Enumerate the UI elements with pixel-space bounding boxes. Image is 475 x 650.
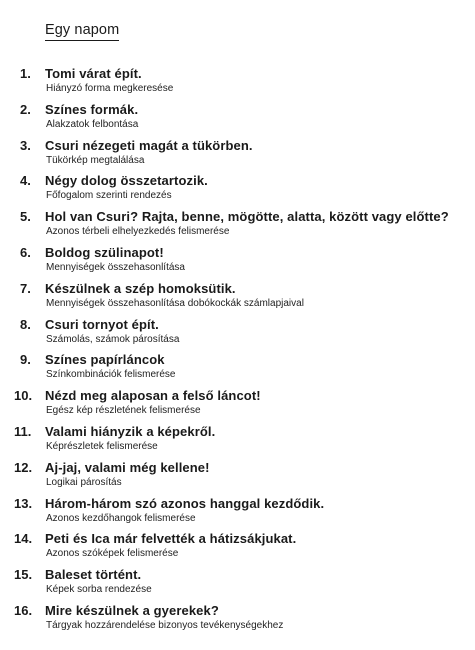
list-item: [0, 603, 475, 639]
item-number: 12.: [14, 459, 33, 475]
item-heading: Színes papírláncok: [45, 352, 165, 368]
item-number: 7.: [20, 280, 31, 296]
item-number: 8.: [20, 316, 31, 332]
item-subtitle: Logikai párosítás: [46, 476, 122, 488]
item-subtitle: Tárgyak hozzárendelése bizonyos tevékenységekhez: [46, 619, 284, 631]
item-number: 5.: [20, 209, 31, 225]
item-subtitle: Alakzatok felbontása: [46, 118, 139, 130]
item-subtitle: Azonos szóképek felismerése: [46, 548, 179, 560]
list-item: [0, 102, 475, 138]
item-heading: Készülnek a szép homoksütik.: [45, 280, 236, 296]
list-item: [0, 317, 475, 353]
item-subtitle: Egész kép részletének felismerése: [46, 405, 201, 417]
item-heading: Boldog szülinapot!: [45, 244, 164, 260]
item-number: 11.: [14, 423, 32, 439]
item-number: 14.: [14, 531, 33, 547]
item-number: 13.: [14, 495, 33, 511]
item-heading: Csuri nézegeti magát a tükörben.: [45, 137, 253, 153]
list-item: [0, 388, 475, 424]
item-number: 2.: [20, 101, 31, 117]
item-number: 1.: [20, 66, 31, 81]
item-heading: Valami hiányzik a képekről.: [45, 423, 216, 439]
list-item: [0, 281, 475, 317]
list-item: [0, 352, 475, 388]
item-heading: Csuri tornyot épít.: [45, 316, 159, 332]
item-number: 16.: [14, 602, 33, 618]
list-item: [0, 460, 475, 496]
item-subtitle: Képrészletek felismerése: [46, 440, 158, 452]
item-subtitle: Színkombinációk felismerése: [46, 369, 176, 381]
list-item: [0, 66, 475, 102]
item-heading: Színes formák.: [45, 101, 139, 117]
item-number: 4.: [20, 173, 31, 189]
item-heading: Hol van Csuri? Rajta, benne, mögötte, alatta, között vagy előtte?: [45, 209, 449, 225]
item-subtitle: Tükörkép megtalálása: [46, 154, 145, 166]
item-subtitle: Azonos térbeli elhelyezkedés felismerése: [46, 226, 230, 238]
item-heading: Baleset történt.: [45, 567, 142, 583]
list-item: [0, 245, 475, 281]
item-number: 15.: [14, 567, 33, 583]
list-item: [0, 138, 475, 174]
item-number: 10.: [14, 388, 33, 404]
item-subtitle: Mennyiségek összehasonlítása: [46, 261, 185, 273]
item-subtitle: Számolás, számok párosítása: [46, 333, 180, 345]
item-subtitle: Azonos kezdőhangok felismerése: [46, 512, 196, 524]
list-item: [0, 531, 475, 567]
item-heading: Aj-jaj, valami még kellene!: [45, 459, 210, 475]
list-item: [0, 567, 475, 603]
item-subtitle: Képek sorba rendezése: [46, 584, 152, 596]
item-heading: Peti és Ica már felvették a hátizsákjukat.: [45, 531, 297, 547]
item-heading: Tomi várat épít.: [45, 66, 142, 81]
item-subtitle: Hiányzó forma megkeresése: [46, 83, 174, 94]
list-item: [0, 496, 475, 532]
item-number: 6.: [20, 244, 31, 260]
page-title: Egy napom: [45, 22, 119, 41]
list-item: [0, 424, 475, 460]
list-item: [0, 209, 475, 245]
contents-list: [0, 66, 475, 639]
item-heading: Nézd meg alaposan a felső láncot!: [45, 388, 261, 404]
item-number: 3.: [20, 137, 31, 153]
item-heading: Négy dolog összetartozik.: [45, 173, 208, 189]
item-subtitle: Mennyiségek összehasonlítása dobókockák számlapjaival: [46, 297, 304, 309]
item-number: 9.: [20, 352, 31, 368]
item-heading: Három-három szó azonos hanggal kezdődik.: [45, 495, 325, 511]
list-item: [0, 173, 475, 209]
item-subtitle: Főfogalom szerinti rendezés: [46, 190, 172, 202]
item-heading: Mire készülnek a gyerekek?: [45, 602, 219, 618]
